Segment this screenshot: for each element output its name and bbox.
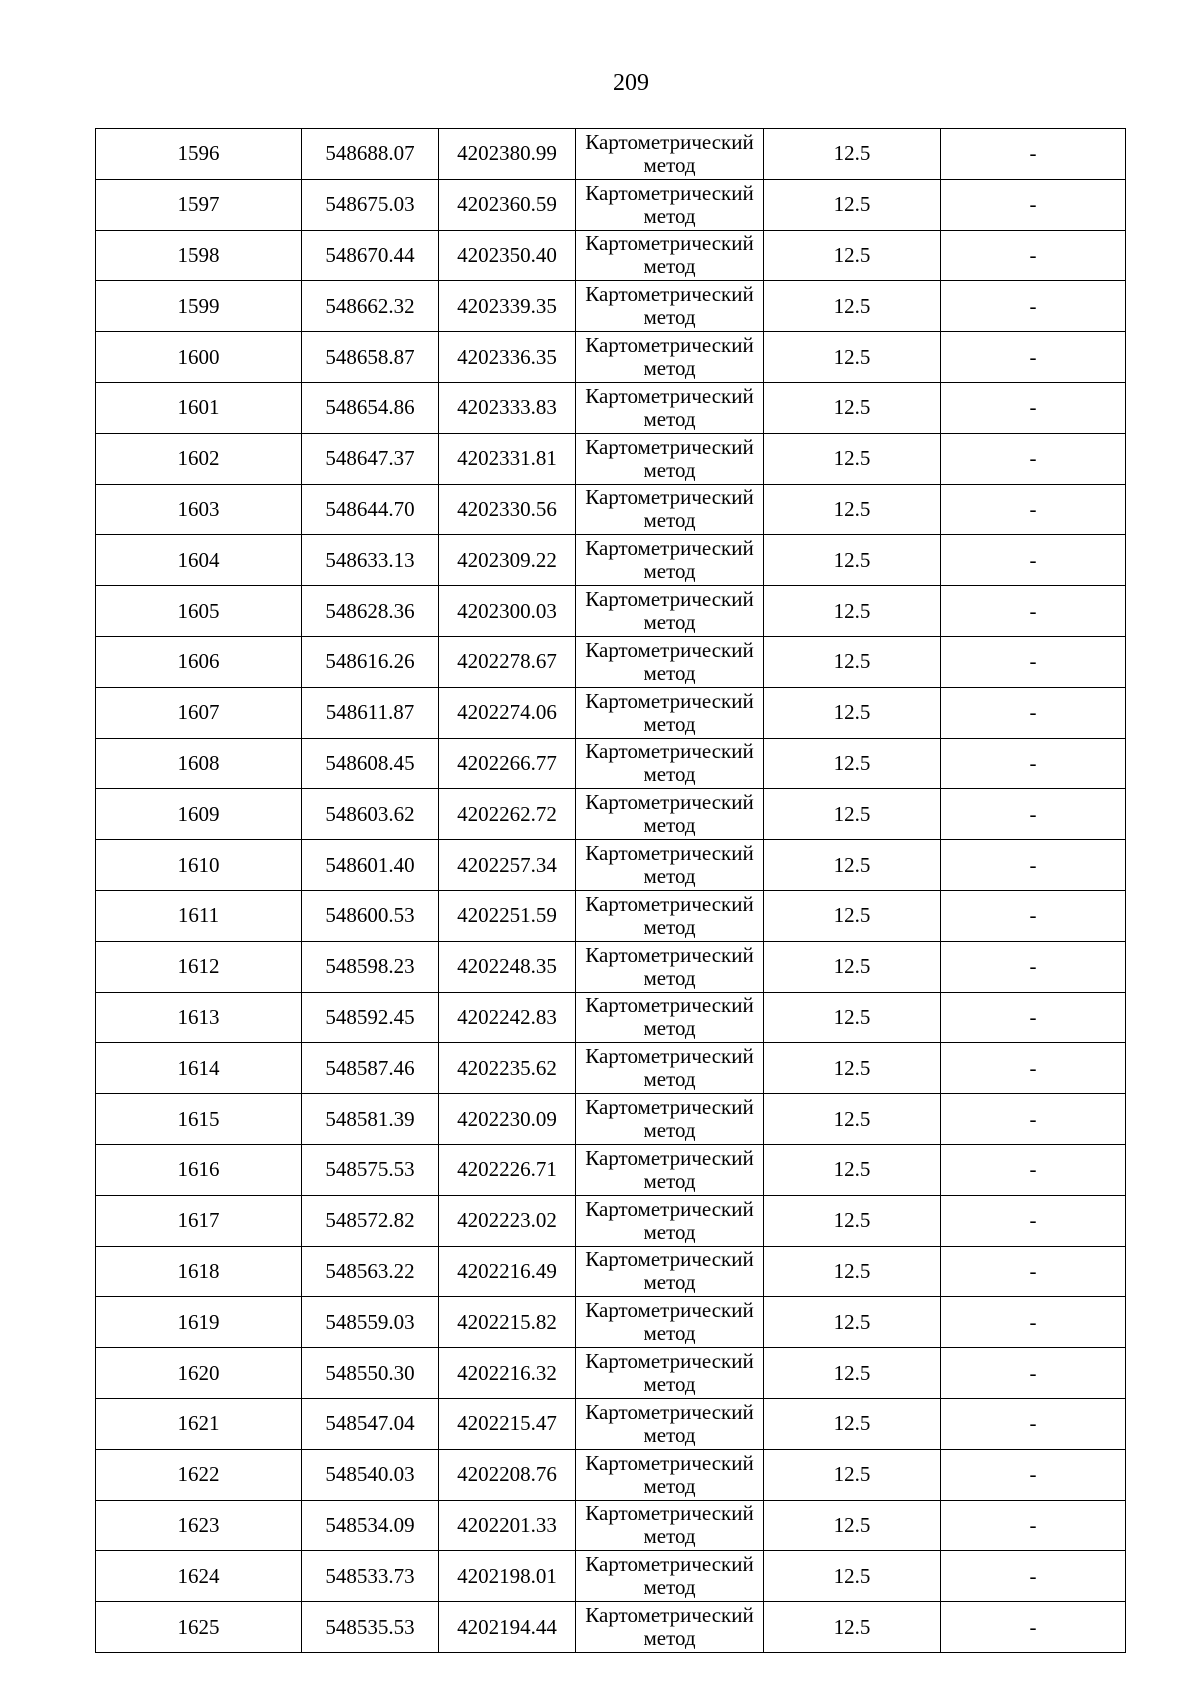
point-number-cell: 1624 bbox=[96, 1551, 302, 1602]
precision-cell: 12.5 bbox=[764, 1246, 941, 1297]
table-row bbox=[96, 1602, 1126, 1653]
method-text: Картометрический bbox=[585, 536, 754, 561]
precision-cell: 12.5 bbox=[764, 433, 941, 484]
note-cell: - bbox=[941, 129, 1126, 180]
x-coordinate-cell: 548575.53 bbox=[302, 1144, 439, 1195]
method-text: Картометрический bbox=[585, 180, 754, 205]
note-cell: - bbox=[941, 1094, 1126, 1145]
table-row bbox=[96, 1348, 1126, 1399]
method-text: метод bbox=[643, 406, 696, 431]
precision-cell: 12.5 bbox=[764, 382, 941, 433]
x-coordinate-cell: 548644.70 bbox=[302, 484, 439, 535]
method-text: Картометрический bbox=[585, 841, 754, 866]
method-text: метод bbox=[643, 864, 696, 889]
table-row bbox=[96, 890, 1126, 941]
method-cell bbox=[576, 281, 764, 332]
method-text: Картометрический bbox=[585, 993, 754, 1018]
y-coordinate-cell: 4202201.33 bbox=[439, 1500, 576, 1551]
x-coordinate-cell: 548633.13 bbox=[302, 535, 439, 586]
y-coordinate-cell: 4202230.09 bbox=[439, 1094, 576, 1145]
note-cell: - bbox=[941, 890, 1126, 941]
method-text: Картометрический bbox=[585, 383, 754, 408]
table-row bbox=[96, 332, 1126, 383]
y-coordinate-cell: 4202274.06 bbox=[439, 687, 576, 738]
method-cell bbox=[576, 1500, 764, 1551]
table-row bbox=[96, 129, 1126, 180]
x-coordinate-cell: 548540.03 bbox=[302, 1449, 439, 1500]
point-number-cell: 1610 bbox=[96, 840, 302, 891]
y-coordinate-cell: 4202380.99 bbox=[439, 129, 576, 180]
method-text: метод bbox=[643, 1473, 696, 1498]
method-cell bbox=[576, 586, 764, 637]
point-number-cell: 1612 bbox=[96, 941, 302, 992]
method-cell bbox=[576, 941, 764, 992]
y-coordinate-cell: 4202235.62 bbox=[439, 1043, 576, 1094]
note-cell: - bbox=[941, 1602, 1126, 1653]
method-cell bbox=[576, 840, 764, 891]
table-row bbox=[96, 230, 1126, 281]
precision-cell: 12.5 bbox=[764, 230, 941, 281]
point-number-cell: 1602 bbox=[96, 433, 302, 484]
note-cell: - bbox=[941, 281, 1126, 332]
point-number-cell: 1609 bbox=[96, 789, 302, 840]
method-text: Картометрический bbox=[585, 1196, 754, 1221]
method-text: метод bbox=[643, 1219, 696, 1244]
precision-cell: 12.5 bbox=[764, 484, 941, 535]
y-coordinate-cell: 4202266.77 bbox=[439, 738, 576, 789]
method-cell bbox=[576, 1551, 764, 1602]
method-text: метод bbox=[643, 1118, 696, 1143]
precision-cell: 12.5 bbox=[764, 281, 941, 332]
coordinates-table-body bbox=[96, 129, 1126, 1653]
point-number-cell: 1615 bbox=[96, 1094, 302, 1145]
precision-cell: 12.5 bbox=[764, 179, 941, 230]
method-text: Картометрический bbox=[585, 1247, 754, 1272]
method-text: метод bbox=[643, 508, 696, 533]
x-coordinate-cell: 548654.86 bbox=[302, 382, 439, 433]
method-text: Картометрический bbox=[585, 1044, 754, 1069]
x-coordinate-cell: 548572.82 bbox=[302, 1195, 439, 1246]
x-coordinate-cell: 548550.30 bbox=[302, 1348, 439, 1399]
method-cell bbox=[576, 484, 764, 535]
y-coordinate-cell: 4202216.49 bbox=[439, 1246, 576, 1297]
y-coordinate-cell: 4202350.40 bbox=[439, 230, 576, 281]
method-cell bbox=[576, 1449, 764, 1500]
method-cell bbox=[576, 1348, 764, 1399]
note-cell: - bbox=[941, 1144, 1126, 1195]
y-coordinate-cell: 4202257.34 bbox=[439, 840, 576, 891]
method-text: метод bbox=[643, 305, 696, 330]
note-cell: - bbox=[941, 1551, 1126, 1602]
x-coordinate-cell: 548559.03 bbox=[302, 1297, 439, 1348]
table-row bbox=[96, 738, 1126, 789]
note-cell: - bbox=[941, 382, 1126, 433]
note-cell: - bbox=[941, 1043, 1126, 1094]
table-row bbox=[96, 433, 1126, 484]
method-text: метод bbox=[643, 1422, 696, 1447]
y-coordinate-cell: 4202330.56 bbox=[439, 484, 576, 535]
table-row bbox=[96, 1144, 1126, 1195]
coordinates-table bbox=[95, 128, 1126, 1653]
note-cell: - bbox=[941, 1246, 1126, 1297]
precision-cell: 12.5 bbox=[764, 789, 941, 840]
table-row bbox=[96, 535, 1126, 586]
y-coordinate-cell: 4202194.44 bbox=[439, 1602, 576, 1653]
method-cell bbox=[576, 535, 764, 586]
point-number-cell: 1600 bbox=[96, 332, 302, 383]
x-coordinate-cell: 548688.07 bbox=[302, 129, 439, 180]
table-row bbox=[96, 1246, 1126, 1297]
table-row bbox=[96, 1043, 1126, 1094]
method-text: Картометрический bbox=[585, 739, 754, 764]
note-cell: - bbox=[941, 687, 1126, 738]
y-coordinate-cell: 4202215.82 bbox=[439, 1297, 576, 1348]
table-row bbox=[96, 586, 1126, 637]
method-cell bbox=[576, 636, 764, 687]
point-number-cell: 1596 bbox=[96, 129, 302, 180]
table-row bbox=[96, 382, 1126, 433]
table-row bbox=[96, 179, 1126, 230]
note-cell: - bbox=[941, 1297, 1126, 1348]
method-text: метод bbox=[643, 203, 696, 228]
method-text: Картометрический bbox=[585, 587, 754, 612]
method-text: метод bbox=[643, 1626, 696, 1650]
method-text: метод bbox=[643, 813, 696, 838]
precision-cell: 12.5 bbox=[764, 1195, 941, 1246]
y-coordinate-cell: 4202248.35 bbox=[439, 941, 576, 992]
method-cell bbox=[576, 382, 764, 433]
precision-cell: 12.5 bbox=[764, 535, 941, 586]
precision-cell: 12.5 bbox=[764, 1551, 941, 1602]
x-coordinate-cell: 548608.45 bbox=[302, 738, 439, 789]
point-number-cell: 1620 bbox=[96, 1348, 302, 1399]
note-cell: - bbox=[941, 230, 1126, 281]
x-coordinate-cell: 548598.23 bbox=[302, 941, 439, 992]
table-row bbox=[96, 687, 1126, 738]
x-coordinate-cell: 548563.22 bbox=[302, 1246, 439, 1297]
y-coordinate-cell: 4202242.83 bbox=[439, 992, 576, 1043]
x-coordinate-cell: 548601.40 bbox=[302, 840, 439, 891]
method-text: метод bbox=[643, 1524, 696, 1549]
x-coordinate-cell: 548533.73 bbox=[302, 1551, 439, 1602]
table-row bbox=[96, 1094, 1126, 1145]
method-cell bbox=[576, 1043, 764, 1094]
x-coordinate-cell: 548658.87 bbox=[302, 332, 439, 383]
x-coordinate-cell: 548628.36 bbox=[302, 586, 439, 637]
point-number-cell: 1607 bbox=[96, 687, 302, 738]
method-cell bbox=[576, 433, 764, 484]
point-number-cell: 1598 bbox=[96, 230, 302, 281]
y-coordinate-cell: 4202198.01 bbox=[439, 1551, 576, 1602]
y-coordinate-cell: 4202309.22 bbox=[439, 535, 576, 586]
method-text: метод bbox=[643, 965, 696, 990]
x-coordinate-cell: 548675.03 bbox=[302, 179, 439, 230]
method-text: Картометрический bbox=[585, 1603, 754, 1627]
method-text: Картометрический bbox=[585, 790, 754, 815]
x-coordinate-cell: 548647.37 bbox=[302, 433, 439, 484]
method-text: метод bbox=[643, 1372, 696, 1397]
point-number-cell: 1611 bbox=[96, 890, 302, 941]
method-text: метод bbox=[643, 1321, 696, 1346]
x-coordinate-cell: 548547.04 bbox=[302, 1398, 439, 1449]
x-coordinate-cell: 548616.26 bbox=[302, 636, 439, 687]
y-coordinate-cell: 4202333.83 bbox=[439, 382, 576, 433]
point-number-cell: 1601 bbox=[96, 382, 302, 433]
method-text: метод bbox=[643, 1067, 696, 1092]
note-cell: - bbox=[941, 1449, 1126, 1500]
precision-cell: 12.5 bbox=[764, 636, 941, 687]
point-number-cell: 1606 bbox=[96, 636, 302, 687]
table-row bbox=[96, 1195, 1126, 1246]
method-text: Картометрический bbox=[585, 942, 754, 967]
method-text: метод bbox=[643, 457, 696, 482]
method-cell bbox=[576, 179, 764, 230]
method-cell bbox=[576, 129, 764, 180]
method-text: метод bbox=[643, 711, 696, 736]
note-cell: - bbox=[941, 941, 1126, 992]
note-cell: - bbox=[941, 586, 1126, 637]
method-cell bbox=[576, 890, 764, 941]
method-text: метод bbox=[643, 1016, 696, 1041]
precision-cell: 12.5 bbox=[764, 687, 941, 738]
y-coordinate-cell: 4202331.81 bbox=[439, 433, 576, 484]
y-coordinate-cell: 4202215.47 bbox=[439, 1398, 576, 1449]
point-number-cell: 1618 bbox=[96, 1246, 302, 1297]
method-text: Картометрический bbox=[585, 129, 754, 154]
point-number-cell: 1623 bbox=[96, 1500, 302, 1551]
point-number-cell: 1616 bbox=[96, 1144, 302, 1195]
point-number-cell: 1621 bbox=[96, 1398, 302, 1449]
x-coordinate-cell: 548603.62 bbox=[302, 789, 439, 840]
x-coordinate-cell: 548592.45 bbox=[302, 992, 439, 1043]
method-text: Картометрический bbox=[585, 1399, 754, 1424]
point-number-cell: 1599 bbox=[96, 281, 302, 332]
point-number-cell: 1597 bbox=[96, 179, 302, 230]
precision-cell: 12.5 bbox=[764, 129, 941, 180]
y-coordinate-cell: 4202300.03 bbox=[439, 586, 576, 637]
precision-cell: 12.5 bbox=[764, 1602, 941, 1653]
table-row bbox=[96, 941, 1126, 992]
y-coordinate-cell: 4202216.32 bbox=[439, 1348, 576, 1399]
y-coordinate-cell: 4202226.71 bbox=[439, 1144, 576, 1195]
note-cell: - bbox=[941, 738, 1126, 789]
precision-cell: 12.5 bbox=[764, 1398, 941, 1449]
precision-cell: 12.5 bbox=[764, 941, 941, 992]
method-text: Картометрический bbox=[585, 1501, 754, 1526]
method-text: Картометрический bbox=[585, 688, 754, 713]
note-cell: - bbox=[941, 332, 1126, 383]
method-cell bbox=[576, 687, 764, 738]
y-coordinate-cell: 4202223.02 bbox=[439, 1195, 576, 1246]
point-number-cell: 1617 bbox=[96, 1195, 302, 1246]
method-text: Картометрический bbox=[585, 485, 754, 510]
precision-cell: 12.5 bbox=[764, 1094, 941, 1145]
table-row bbox=[96, 1398, 1126, 1449]
method-cell bbox=[576, 332, 764, 383]
note-cell: - bbox=[941, 535, 1126, 586]
point-number-cell: 1619 bbox=[96, 1297, 302, 1348]
method-text: метод bbox=[643, 1575, 696, 1600]
point-number-cell: 1608 bbox=[96, 738, 302, 789]
precision-cell: 12.5 bbox=[764, 1449, 941, 1500]
note-cell: - bbox=[941, 179, 1126, 230]
method-text: Картометрический bbox=[585, 1298, 754, 1323]
note-cell: - bbox=[941, 992, 1126, 1043]
precision-cell: 12.5 bbox=[764, 586, 941, 637]
table-row bbox=[96, 484, 1126, 535]
method-text: метод bbox=[643, 1270, 696, 1295]
page-number: 209 bbox=[613, 70, 649, 96]
point-number-cell: 1614 bbox=[96, 1043, 302, 1094]
method-cell bbox=[576, 992, 764, 1043]
method-text: метод bbox=[643, 152, 696, 177]
precision-cell: 12.5 bbox=[764, 890, 941, 941]
table-row bbox=[96, 636, 1126, 687]
table-row bbox=[96, 840, 1126, 891]
y-coordinate-cell: 4202278.67 bbox=[439, 636, 576, 687]
method-cell bbox=[576, 1144, 764, 1195]
note-cell: - bbox=[941, 789, 1126, 840]
note-cell: - bbox=[941, 840, 1126, 891]
method-text: Картометрический bbox=[585, 1145, 754, 1170]
method-cell bbox=[576, 789, 764, 840]
point-number-cell: 1613 bbox=[96, 992, 302, 1043]
x-coordinate-cell: 548587.46 bbox=[302, 1043, 439, 1094]
y-coordinate-cell: 4202360.59 bbox=[439, 179, 576, 230]
method-text: метод bbox=[643, 559, 696, 584]
method-text: метод bbox=[643, 356, 696, 381]
table-row bbox=[96, 1297, 1126, 1348]
point-number-cell: 1622 bbox=[96, 1449, 302, 1500]
precision-cell: 12.5 bbox=[764, 738, 941, 789]
method-text: Картометрический bbox=[585, 891, 754, 916]
x-coordinate-cell: 548670.44 bbox=[302, 230, 439, 281]
method-cell bbox=[576, 1246, 764, 1297]
method-text: метод bbox=[643, 660, 696, 685]
y-coordinate-cell: 4202208.76 bbox=[439, 1449, 576, 1500]
method-text: метод bbox=[643, 1168, 696, 1193]
table-row bbox=[96, 1500, 1126, 1551]
method-cell bbox=[576, 230, 764, 281]
point-number-cell: 1604 bbox=[96, 535, 302, 586]
note-cell: - bbox=[941, 1398, 1126, 1449]
note-cell: - bbox=[941, 1195, 1126, 1246]
method-text: Картометрический bbox=[585, 1450, 754, 1475]
table-row bbox=[96, 992, 1126, 1043]
note-cell: - bbox=[941, 1348, 1126, 1399]
table-row bbox=[96, 1449, 1126, 1500]
x-coordinate-cell: 548662.32 bbox=[302, 281, 439, 332]
method-text: Картометрический bbox=[585, 333, 754, 358]
x-coordinate-cell: 548600.53 bbox=[302, 890, 439, 941]
point-number-cell: 1603 bbox=[96, 484, 302, 535]
table-row bbox=[96, 281, 1126, 332]
y-coordinate-cell: 4202336.35 bbox=[439, 332, 576, 383]
table-row bbox=[96, 1551, 1126, 1602]
method-cell bbox=[576, 1094, 764, 1145]
x-coordinate-cell: 548611.87 bbox=[302, 687, 439, 738]
method-text: Картометрический bbox=[585, 1095, 754, 1120]
precision-cell: 12.5 bbox=[764, 332, 941, 383]
method-text: Картометрический bbox=[585, 231, 754, 256]
precision-cell: 12.5 bbox=[764, 1500, 941, 1551]
method-text: Картометрический bbox=[585, 1349, 754, 1374]
method-cell bbox=[576, 1297, 764, 1348]
table-row bbox=[96, 789, 1126, 840]
precision-cell: 12.5 bbox=[764, 1297, 941, 1348]
method-cell bbox=[576, 1602, 764, 1653]
precision-cell: 12.5 bbox=[764, 840, 941, 891]
precision-cell: 12.5 bbox=[764, 1043, 941, 1094]
y-coordinate-cell: 4202262.72 bbox=[439, 789, 576, 840]
method-text: метод bbox=[643, 610, 696, 635]
x-coordinate-cell: 548581.39 bbox=[302, 1094, 439, 1145]
method-cell bbox=[576, 738, 764, 789]
method-text: Картометрический bbox=[585, 282, 754, 307]
method-cell bbox=[576, 1195, 764, 1246]
precision-cell: 12.5 bbox=[764, 1144, 941, 1195]
x-coordinate-cell: 548534.09 bbox=[302, 1500, 439, 1551]
method-text: Картометрический bbox=[585, 434, 754, 459]
method-cell bbox=[576, 1398, 764, 1449]
point-number-cell: 1605 bbox=[96, 586, 302, 637]
method-text: метод bbox=[643, 762, 696, 787]
point-number-cell: 1625 bbox=[96, 1602, 302, 1653]
y-coordinate-cell: 4202251.59 bbox=[439, 890, 576, 941]
method-text: метод bbox=[643, 254, 696, 279]
method-text: Картометрический bbox=[585, 1552, 754, 1577]
method-text: метод bbox=[643, 914, 696, 939]
note-cell: - bbox=[941, 636, 1126, 687]
note-cell: - bbox=[941, 1500, 1126, 1551]
y-coordinate-cell: 4202339.35 bbox=[439, 281, 576, 332]
note-cell: - bbox=[941, 484, 1126, 535]
note-cell: - bbox=[941, 433, 1126, 484]
x-coordinate-cell: 548535.53 bbox=[302, 1602, 439, 1653]
precision-cell: 12.5 bbox=[764, 1348, 941, 1399]
method-text: Картометрический bbox=[585, 637, 754, 662]
precision-cell: 12.5 bbox=[764, 992, 941, 1043]
